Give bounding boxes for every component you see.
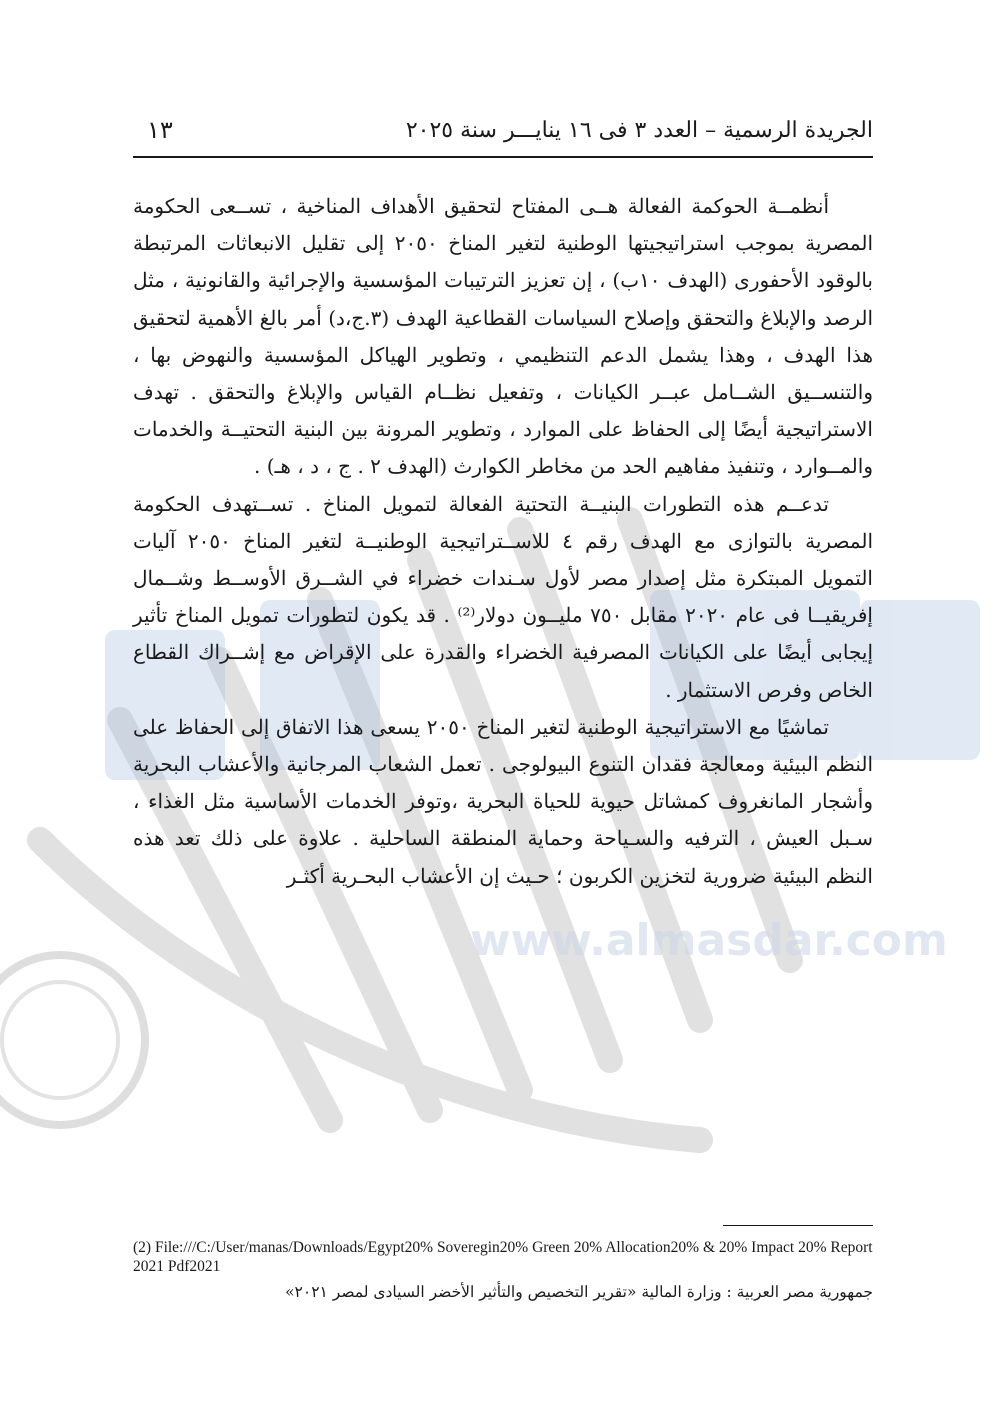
page-header <box>133 112 873 156</box>
footnote-divider <box>723 1225 873 1226</box>
svg-text:www.almasdar.com: www.almasdar.com <box>470 915 948 966</box>
footnote-source-arabic: جمهورية مصر العربية : وزارة المالية «تقرير التخصيص والتأثير الأخضر السيادى لمصر ٢٠٢١» <box>285 1283 873 1301</box>
body-text <box>133 188 873 895</box>
paragraph-ecosystems: تماشيًا مع الاستراتيجية الوطنية لتغير المناخ ٢٠٥٠ يسعى هذا الاتفاق إلى الحفاظ على النظم البيئية ومعالجة فقدان التنوع البيولوجى . تعمل الشعاب المرجانية والأعشاب البحرية وأشجار المانغروف كمشاتل حيوية للحياة البحرية ،وتوفر الخدمات الأساسية مثل الغذاء ، سـبل العيش ، الترفيه والسـياحة وحماية المنطقة الساحلية . علاوة على ذلك تعد هذه النظم البيئية ضرورية لتخزين الكربون ؛ حـيث إن الأعشاب البحـرية أكثـر <box>133 714 874 888</box>
paragraph-climate-finance: تدعــم هذه التطورات البنيــة التحتية الفعالة لتمويل المناخ . تســتهدف الحكومة المصرية بالتوازى مع الهدف رقم ٤ للاســتراتيجية الوطنيــة لتغير المناخ ٢٠٥٠ آليات التمويل المبتكرة مثل إصدار مصر لأول سـندات خضراء في الشــرق الأوســط وشــمال إفريقيــا فى عام ٢٠٢٠ مقابل ٧٥٠ مليــون دولار⁽²⁾ . قد يكون لتطورات تمويل المناخ تأثير إيجابى أيضًا على الكيانات المصرفية الخضراء والقدرة على الإقراض مع إشــراك القطاع الخاص وفرص الاستثمار . <box>133 491 873 702</box>
page-number: ١٣ <box>147 116 173 144</box>
paragraph-governance: أنظمــة الحوكمة الفعالة هــى المفتاح لتحقيق الأهداف المناخية ، تســعى الحكومة المصرية بموجب استراتيجيتها الوطنية لتغير المناخ ٢٠٥٠ إلى تقليل الانبعاثات المرتبطة بالوقود الأحفورى (الهدف ١٠ب) ، إن تعزيز الترتيبات المؤسسية والإجرائية والقانونية ، مثل الرصد والإبلاغ والتحقق وإصلاح السياسات القطاعية الهدف (٣.ج،د) أمر بالغ الأهمية لتحقيق هذا الهدف ، وهذا يشمل الدعم التنظيمي ، وتطوير الهياكل المؤسسية والنهوض بها ، والتنســيق الشــامل عبــر الكيانات ، وتفعيل نظــام القياس والإبلاغ والتحقق . تهدف الاستراتيجية أيضًا إلى الحفاظ على الموارد ، وتطوير المرونة بين البنية التحتيــة والخدمات والمــوارد ، وتنفيذ مفاهيم الحد من مخاطر الكوارث (الهدف ٢ . ج ، د ، هـ) . <box>133 194 874 479</box>
footnote-reference: (2) File:///C:/User/manas/Downloads/Egypt20% Soveregin20% Green 20% Allocation20% & 20% Impact 20% Report 2021 Pdf2021 <box>133 1239 873 1275</box>
header-divider <box>133 156 873 158</box>
gazette-title: الجريدة الرسمية – العدد ٣ فى ١٦ ينايـــر سنة ٢٠٢٥ <box>405 118 873 143</box>
